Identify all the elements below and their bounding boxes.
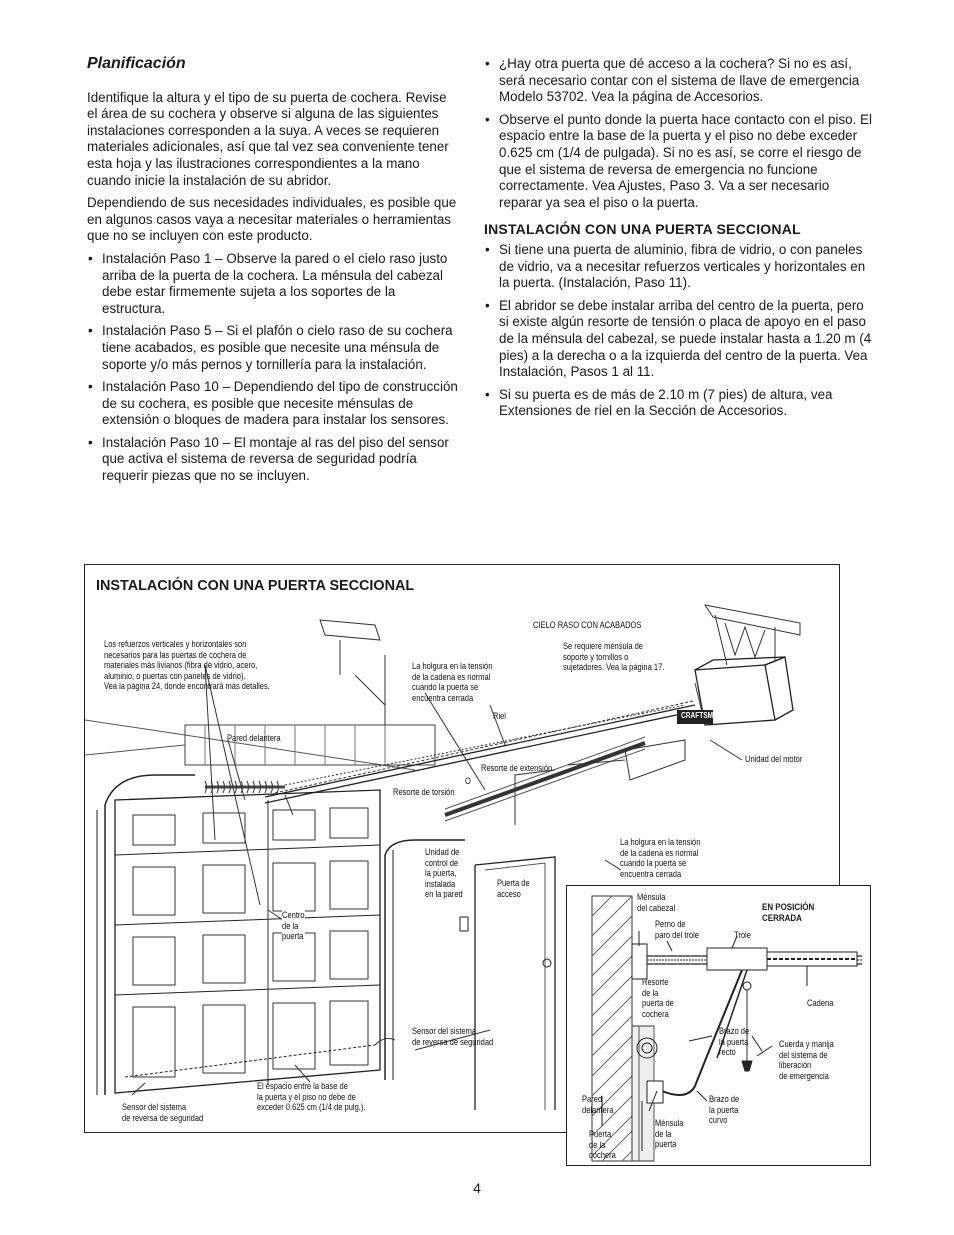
door-bracket-label: Ménsula de la puerta [655,1118,684,1150]
chain-label: Cadena [807,998,834,1008]
access-door-label: Puerta de acceso [497,878,530,899]
access-list [484,56,876,211]
torsion-spring-label: Resorte de torsión [393,787,455,797]
finished-ceiling-label: CIELO RASO CON ACABADOS [533,620,642,630]
sensor-label-right: Sensor del sistema de reversa de seguridad [412,1026,494,1047]
door-center-label: Centro de la puerta [282,910,305,942]
straight-arm-label: Brazo de la puerta recto [719,1026,750,1058]
list-item: • ¿Hay otra puerta que dé acceso a la cochera? Si no es así, será necesario contar con el sistema de llave de emergencia Modelo 53702. Vea la página de Accesorios. [484,56,876,106]
extension-spring-label: Resorte de extensión [481,763,553,773]
page-number: 4 [473,1180,481,1196]
section-title: Planificación [87,55,186,72]
rail-label: Riel [493,711,506,721]
figure-title: INSTALACIÓN CON UNA PUERTA SECCIONAL [96,578,415,594]
door-control-label: Unidad de control de la puerta, instalada en la pared [425,847,463,900]
chain-slack-note-bottom: La holgura en la tensión de la cadena es normal cuando la puerta se encuentra cerrada [620,837,701,879]
garage-door-label: Puerta de la cochera [589,1129,616,1161]
list-item: • Si su puerta es de más de 2.10 m (7 pies) de altura, vea Extensiones de riel en la Sección de Accesorios. [484,387,876,420]
curved-arm-label: Brazo de la puerta curvo [709,1094,740,1126]
sensor-label-left: Sensor del sistema de reversa de seguridad [122,1102,204,1123]
list-item: • Instalación Paso 5 – Si el plafón o cielo raso de su cochera tiene acabados, es posible que necesite una ménsula de soporte y/o más pernos y tornillería para la instalación. [87,323,459,373]
sectional-door-heading: INSTALACIÓN CON UNA PUERTA SECCIONAL [484,221,801,238]
intro-paragraph: Identifique la altura y el tipo de su puerta de cochera. Revise el área de su cochera y observe si alguna de las siguientes instalaciones corresponden a la suya. A veces se requieren materiales adicionales, así que tal vez sea conveniente tener esta hoja y las ilustraciones correspondientes a la mano cuando inicie la instalación de su abridor. [87,89,449,188]
or-label: O [465,776,471,786]
list-item: • El abridor se debe instalar arriba del centro de la puerta, pero si existe algún resorte de tensión o placa de apoyo en el paso de la ménsula del cabezal, se puede instalar hasta a 1.20 m (4 pies) a la derecha o a la izquierda del centro de la puerta. Vea Instalación, Pasos 1 al 11. [484,298,876,381]
sectional-door-list [484,242,876,420]
support-bracket-note: Se requiere ménsula de soporte y tornillos o sujetadores. Vea la página 17. [563,641,665,673]
inset-title: EN POSICIÓN CERRADA [762,901,815,923]
front-wall-label: Pared delantera [227,733,281,743]
trolley-stop-bolt-label: Perno de paro del trole [655,919,699,940]
motor-unit-label: Unidad del motor [745,754,803,764]
needs-paragraph: Dependiendo de sus necesidades individuales, es posible que en algunos casos vaya a necesitar materiales o herramientas que no se incluyen con este producto. [87,195,457,244]
trolley-label: Trole [734,930,751,940]
door-spring-label: Resorte de la puerta de cochera [642,977,674,1019]
closed-position-inset [566,885,871,1166]
list-item: • Observe el punto donde la puerta hace contacto con el piso. El espacio entre la base de la puerta y el piso no debe exceder 0.625 cm (1/4 de pulgada). Si no es así, se corre el riesgo de que el sistema de reversa de emergencia no funcione correctamente. Vea Ajustes, Paso 3. Va a ser necesario reparar ya sea el piso o la puerta. [484,112,876,212]
list-item: • Instalación Paso 10 – El montaje al ras del piso del sensor que activa el sistema de reversa de seguridad podría requerir piezas que no se incluyen. [87,435,459,485]
planning-list [87,251,459,485]
chain-slack-note-top: La holgura en la tensión de la cadena es normal cuando la puerta se encuentra cerrada [412,661,493,703]
list-item: • Instalación Paso 1 – Observe la pared o el cielo raso justo arriba de la puerta de la cochera. La ménsula del cabezal debe estar firmemente sujeta a los soportes de la estructura. [87,251,459,317]
left-column [87,56,459,491]
list-item: • Instalación Paso 10 – Dependiendo del tipo de construcción de su cochera, es posible que necesite ménsulas de extensión o bloques de madera para instalar los sensores. [87,379,459,429]
front-wall-inset-label: Pared delantera [582,1094,614,1115]
reinforcement-note: Los refuerzos verticales y horizontales son necesarios para las puertas de cochera de materiales más livianos (fibra de vidrio, acero, aluminio, o puertas con paneles de vidrio). Vea la página 24, donde encontrará más detalles. [104,639,270,692]
emergency-release-label: Cuerda y manija del sistema de liberación de emergencia [779,1039,834,1081]
list-item: • Si tiene una puerta de aluminio, fibra de vidrio, o con paneles de vidrio, va a necesitar refuerzos verticales y horizontales en la puerta. (Instalación, Paso 11). [484,242,876,292]
header-bracket-label: Ménsula del cabezal [637,892,676,913]
door-gap-note: El espacio entre la base de la puerta y el piso no debe de exceder 0.625 cm (1/4 de pulg.). [257,1081,366,1113]
right-column [484,56,876,426]
brand-logo: CRAFTSMAN [681,711,723,720]
